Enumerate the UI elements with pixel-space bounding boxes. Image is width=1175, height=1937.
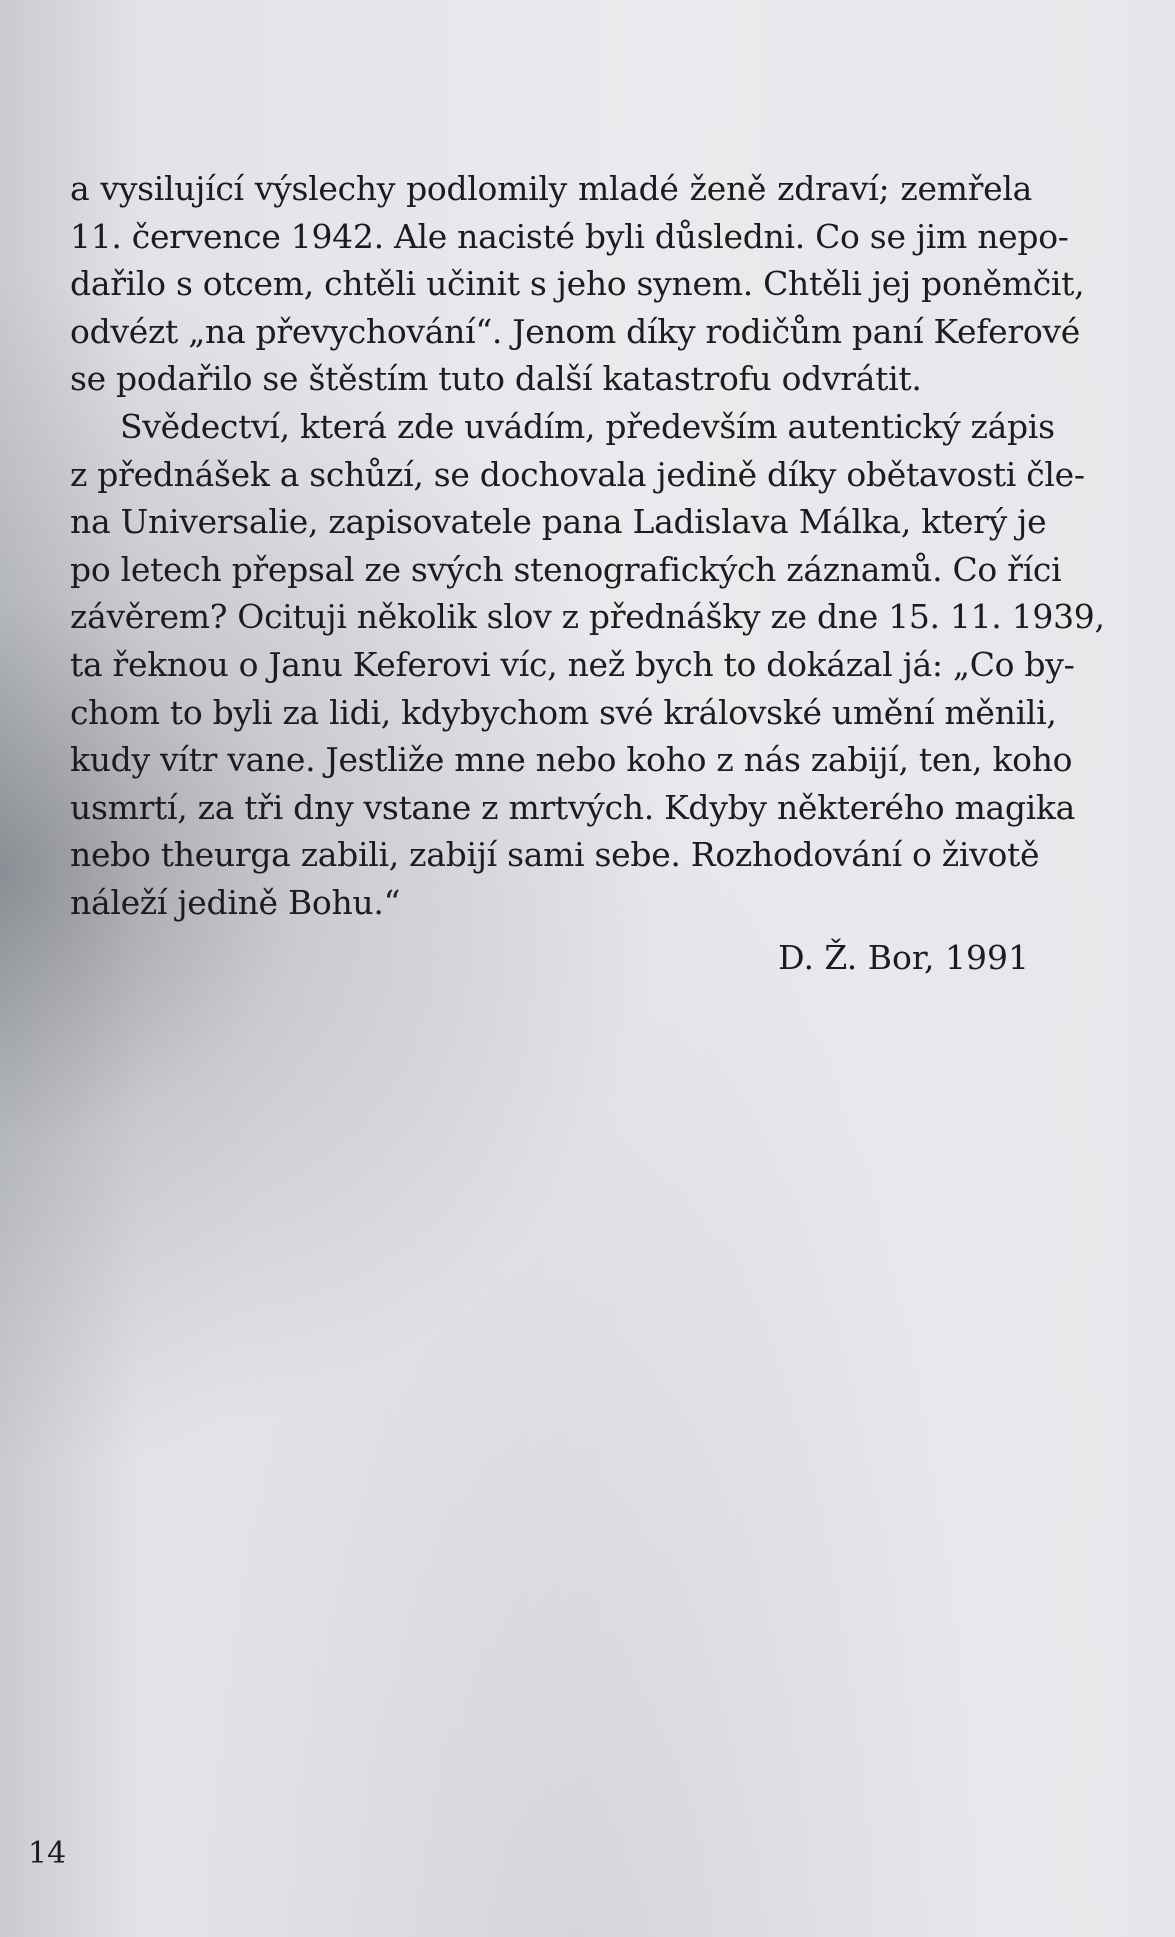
- text-line: dařilo s otcem, chtěli učinit s jeho synem. Chtěli jej poněmčit,: [70, 264, 1085, 304]
- body-text: [70, 165, 1105, 927]
- text-line: se podařilo se štěstím tuto další katastrofu odvrátit.: [70, 359, 922, 399]
- text-line: Svědectví, která zde uvádím, především autentický zápis: [120, 406, 1055, 446]
- text-line: 11. července 1942. Ale nacisté byli důsledni. Co se jim nepo-: [70, 216, 1069, 256]
- page-number: 14: [28, 1836, 67, 1871]
- text-line: usmrtí, za tři dny vstane z mrtvých. Kdyby některého magika: [70, 787, 1075, 827]
- text-line: náleží jedině Bohu.“: [70, 882, 401, 922]
- text-line: po letech přepsal ze svých stenografických záznamů. Co říci: [70, 549, 1062, 589]
- text-line: odvézt „na převychování“. Jenom díky rodičům paní Keferové: [70, 311, 1080, 351]
- text-line: z přednášek a schůzí, se dochovala jedině díky obětavosti čle-: [70, 454, 1085, 494]
- text-line: závěrem? Ocituji několik slov z přednášky ze dne 15. 11. 1939,: [70, 597, 1105, 637]
- text-line: kudy vítr vane. Jestliže mne nebo koho z nás zabijí, ten, koho: [70, 740, 1073, 780]
- signature: D. Ž. Bor, 1991: [778, 938, 1029, 977]
- text-line: chom to byli za lidi, kdybychom své královské umění měnili,: [70, 692, 1057, 732]
- text-line: a vysilující výslechy podlomily mladé ženě zdraví; zemřela: [70, 169, 1032, 208]
- text-line: nebo theurga zabili, zabijí sami sebe. Rozhodování o životě: [70, 835, 1040, 875]
- text-line: ta řeknou o Janu Keferovi víc, než bych to dokázal já: „Co by-: [70, 644, 1075, 684]
- text-line: na Universalie, zapisovatele pana Ladislava Málka, který je: [70, 502, 1047, 542]
